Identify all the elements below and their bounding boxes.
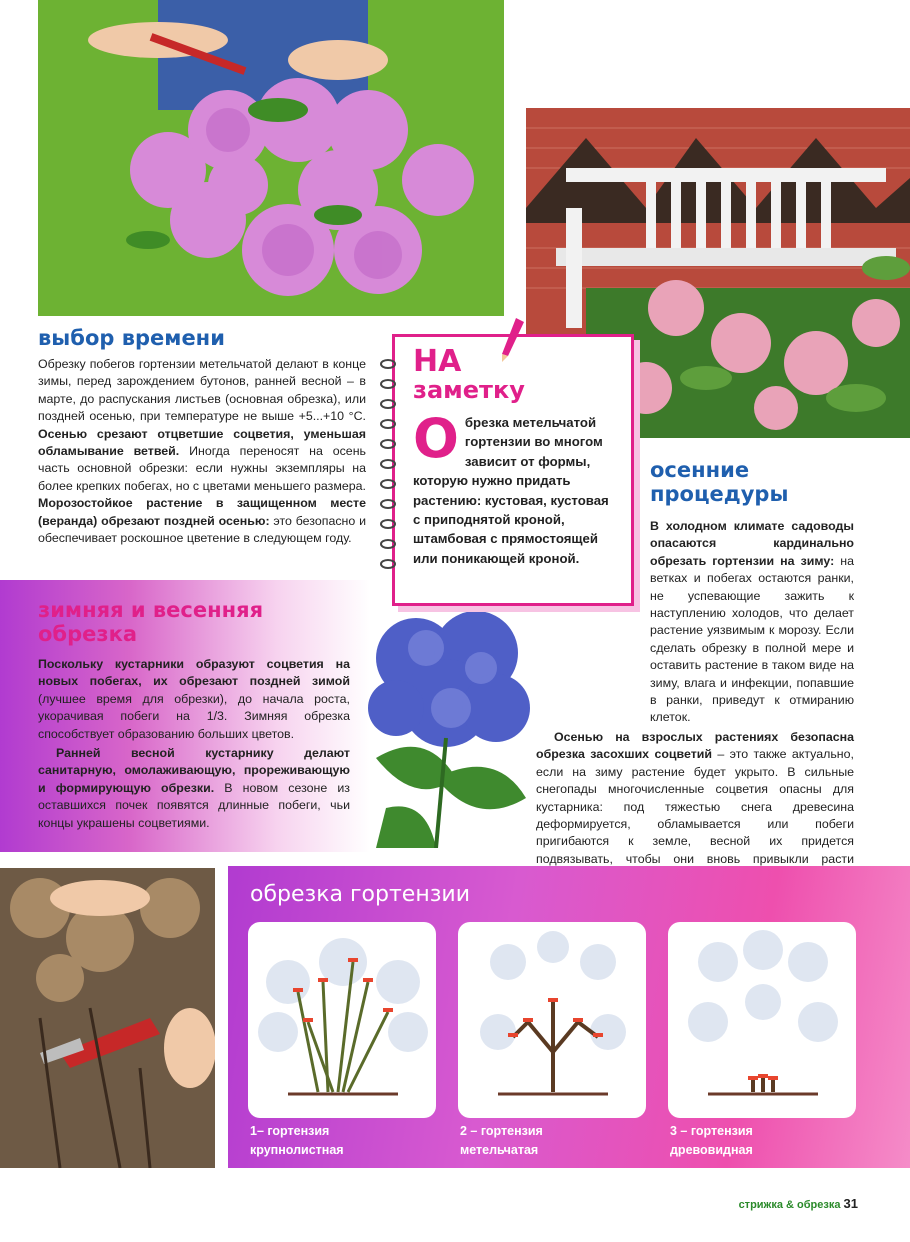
pruning-caption-3 [670,1122,753,1160]
paragraph-winter-2 [38,745,350,832]
note-title-1: НА [413,344,462,379]
pruning-card-2 [458,922,646,1118]
text-winter-1a: Поскольку кустарники образуют соцветия на новых побегах, их обрезают поздней зимой [38,657,350,689]
paragraph-time [38,356,366,547]
pruning-caption-2-line2: метельчатая [460,1143,539,1157]
pruning-caption-1 [250,1122,344,1160]
heading-autumn-2: процедуры [650,482,789,506]
pencil-icon [496,318,526,362]
text-autumn-1b: на ветках и побегах остаются ранки, не успевающие зажить к наступлению холодов, что делает растение уязвимым к морозу. Если сделать обрезку в полной мере и оставить растение в таком виде на зиму, влага и инфекции, попавшие в ранки, приведут к отмиранию клеток. [650,553,854,725]
page-number: 31 [843,1196,858,1211]
photo-cutting-dry-flowers [0,868,215,1168]
page-footer [739,1196,858,1211]
photo-hydrangea-pruning [38,0,504,316]
note-title-2: заметку [413,376,525,404]
text-winter-2a: Ранней весной кустарнику делают санитарную, омолаживающую, прореживающую и формирующую обрезки. [38,746,350,795]
text-time-b: Осенью срезают отцветшие соцветия, уменьшая обламывание ветвей. [38,426,366,459]
note-spiral-icon [378,356,398,586]
footer-section: стрижка & обрезка [738,1199,841,1211]
pruning-diagram-1 [248,922,436,1118]
text-autumn-1a: В холодном климате садоводы опасаются кардинально обрезать гортензии на зиму: [650,519,854,568]
paragraph-autumn-2 [536,729,854,886]
heading-winter-1: зимняя и весенняя [38,598,264,622]
text-time-c: Иногда переносят на осень часть основной обрезки: если нужны экземпляры на более крепких побегах, но с цветами меньшего размера. [38,444,366,493]
pruning-card-1 [248,922,436,1118]
heading-time: выбор времени [38,326,225,350]
note-dropcap: О [413,407,459,470]
heading-winter-2: обрезка [38,622,137,646]
text-time-e: это безопасно и обеспечивает роскошное цветение в следующем году. [38,513,367,546]
pruning-caption-3-line1: 3 – гортензия [670,1124,753,1138]
pruning-section [228,866,910,1168]
paragraph-winter-1 [38,656,350,743]
text-winter-2b: В новом сезоне из оставшихся почек появятся длинные побеги, чьи концы украшены соцветиями. [38,780,350,830]
paragraph-autumn-1 [536,518,854,727]
pruning-caption-1-line2: крупнолистная [250,1143,344,1157]
section-winter [38,598,350,832]
text-time-a: Обрезку побегов гортензии метельчатой делают в конце зимы, перед зарождением бутонов, ранней весной – в марте, до распускания листьев (основная обрезка), или поздней осенью, при температуре не выше +5...+10 °С. [38,357,366,424]
text-autumn-2b: – это также актуально, если на зиму растение будет укрыто. В сильные снегопады многочисленные соцветия опасны для кустарника: под тяжестью снега древесина деформируется, обламывается или побеги пригибаются к земле, весной их придется подвязывать, чтобы они вновь привыкли расти [536,747,854,866]
pruning-caption-2-line1: 2 – гортензия [460,1124,543,1138]
pruning-card-3 [668,922,856,1118]
pruning-diagram-3 [668,922,856,1118]
pruning-caption-1-line1: 1– гортензия [250,1124,330,1138]
note-text: брезка метельчатой гортензии во многом зависит от формы, которую нужно придать растению: кустовая, кустовая с приподнятой кроной, штамбовая с прямостоящей или поникающей кроной. [413,415,609,566]
pruning-caption-3-line2: древовидная [670,1143,753,1157]
section-time [38,326,366,547]
heading-autumn-1: осенние [650,458,750,482]
pruning-title: обрезка гортензии [250,882,470,907]
text-winter-1b: (лучшее время для обрезки), до начала роста, укорачивая побеги на 1/3. Зимняя обрезка способствует образованию больших цветов. [38,691,350,741]
pruning-caption-2 [460,1122,543,1160]
text-time-d: Морозостойкое растение в защищенном месте (веранда) обрезают поздней осенью: [38,496,366,528]
section-autumn-heading [650,458,854,506]
photo-blue-hydrangea [366,608,536,848]
section-autumn [536,518,854,886]
pruning-diagram-2 [458,922,646,1118]
text-autumn-2a: Осенью на взрослых растениях безопасна обрезка засохших соцветий [536,729,854,762]
